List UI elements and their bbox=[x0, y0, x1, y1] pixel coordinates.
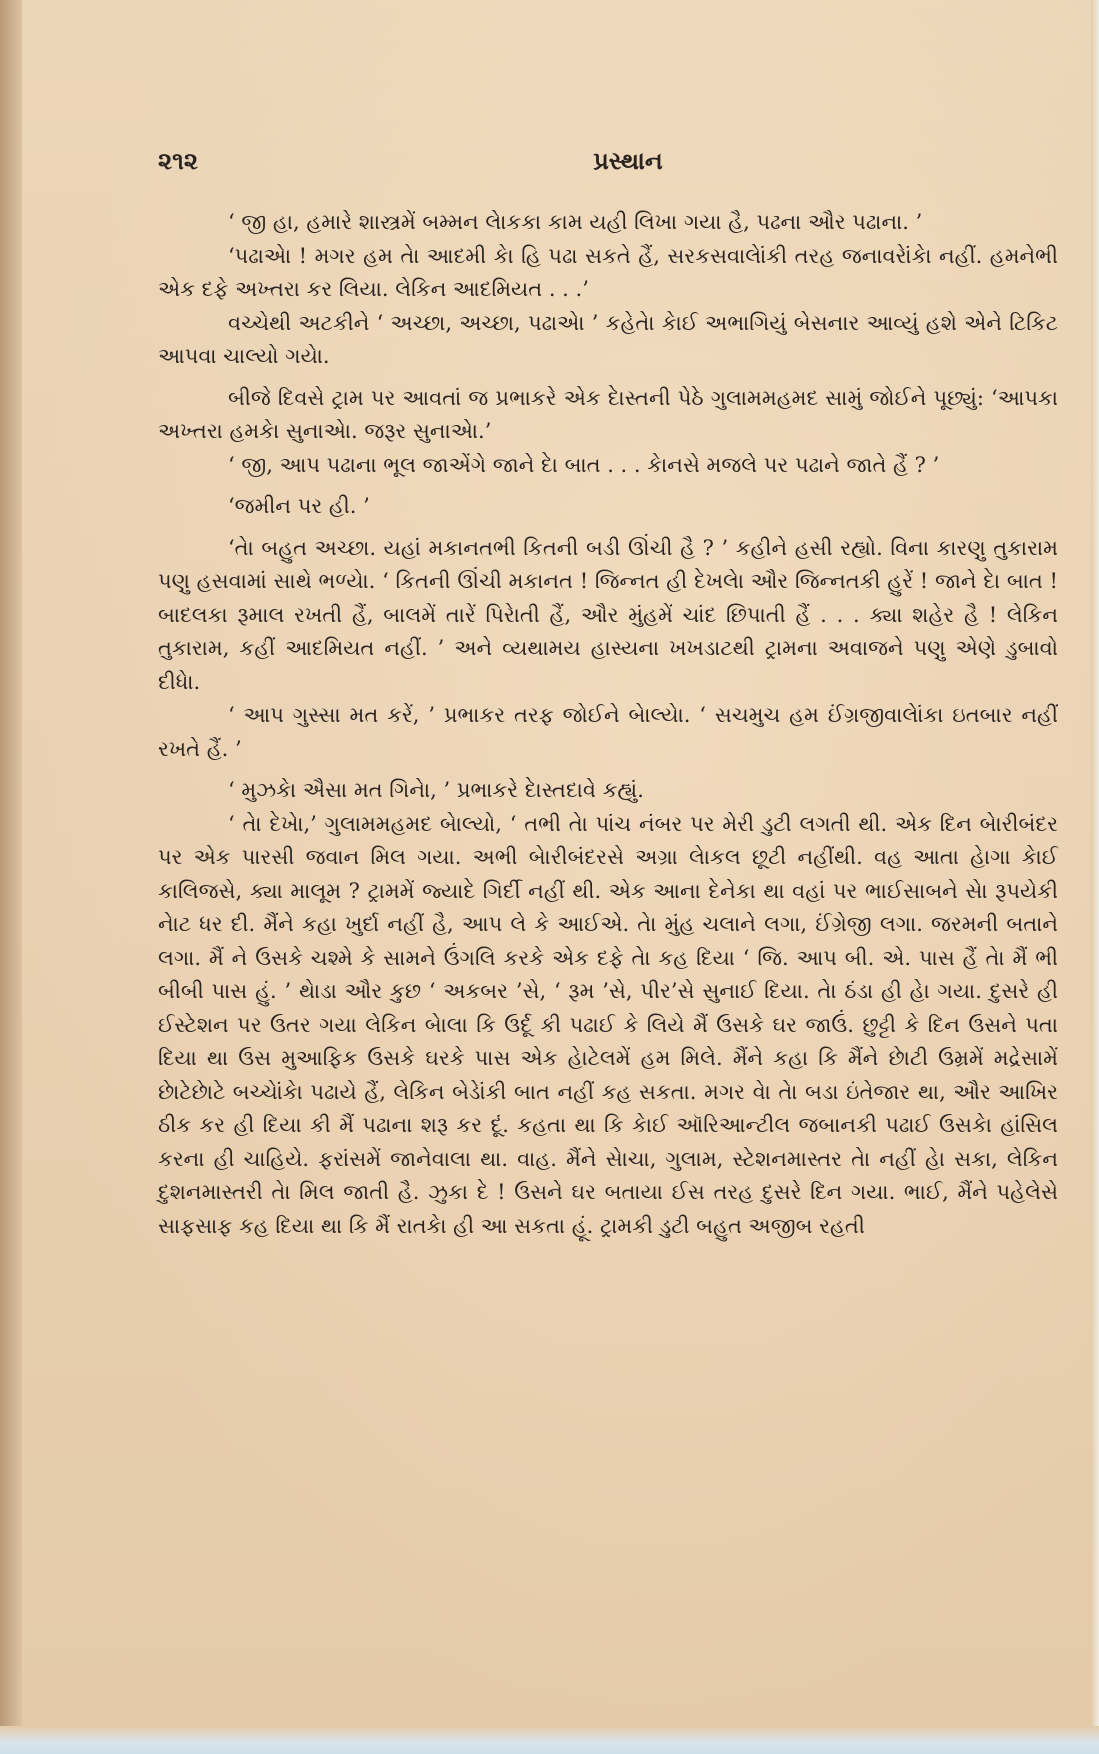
paragraph: ‘ મુઝકેા ઐસા મત ગિનેા, ’ પ્રભાકરે દેાસ્તદાવે કહ્યું. bbox=[228, 778, 644, 802]
paragraph: બીજે દિવસે ટ્રામ પર આવતાં જ પ્રભાકરે એક દેાસ્તની પેઠે ગુલામમહમદ સામું જોઈને પૂછ્યું: ‘આપકા અખ્તરા હમકેા સુનાએા. જરૂર સુનાએા.’ bbox=[158, 385, 1058, 443]
paragraph: ‘ જી, આપ પઢાના ભૂલ જાએંગે જાને દેા બાત . . . કેાનસે મજલે પર પઢાને જાતે હૈં ? ’ bbox=[228, 452, 940, 477]
running-title: પ્રસ્થાન bbox=[593, 146, 663, 175]
page-right-edge bbox=[1091, 0, 1099, 1754]
paragraph: વચ્ચેથી અટકીને ‘ અચ્છા, અચ્છા, પઢાએા ’ કહેતેા કેાઈ અભાગિયું બેસનાર આવ્યું હશે એને ટિકિટ આપવા ચાલ્યો ગયેા. bbox=[158, 310, 1058, 368]
paragraph: ‘પઢાએા ! મગર હમ તેા આદમી કેા હિ પઢા સકતે હૈં, સરકસવાલેાંકી તરહ જનાવરેાંકેા નહીં. હમનેભી એક દફે અખ્તરા કર લિયા. લેકિન આદમિયત . . .’ bbox=[158, 243, 1058, 301]
paragraph: ‘ તેા દેખેા,’ ગુલામમહમદ બેાલ્યો, ‘ તભી તેા પાંચ નંબર પર મેરી ડુટી લગતી થી. એક દિન બેારીબંદર પર એક પારસી જવાન મિલ ગયા. અભી બેારીબંદરસે અગ્રા લેાકલ છૂટી નહીંથી. વહ આતા હેાગા કેાઈ કાલિજસે, ક્યા માલૂમ ? ટ્રામમેં જ્યાદે ગિર્દી નહીં થી. એક આના દેનેકા થા વહાં પર ભાઈસાબને સેા રૂપયેકી નેાટ ધર દી. મૈંને કહા ખુર્દા નહીં હૈ, આપ લે કે આઈએ. તેા મુંહ ચલાને લગા, ઈંગ્રેજી લગા. જરમની બતાને લગા. મૈં ને ઉસકે ચશ્મે કે સામને ઉંગલિ કરકે એક દફે તેા કહ દિયા ‘ જિ. આપ બી. એ. પાસ હૈં તેા મૈં ભી બીબી પાસ હું. ’ થેાડા ઔર કુછ ‘ અકબર ’સે, ‘ રૂમ ’સે, પીર’સે સુનાઈ દિયા. તેા ઠંડા હી હેા ગયા. દુસરે હી ઈસ્ટેશન પર ઉતર ગયા લેકિન બેાલા કિ ઉર્દૂ કી પઢાઈ કે લિયે મૈં ઉસકે ઘર જાઉં. છુટ્ટી કે દિન ઉસને પતા દિયા થા ઉસ મુઆફિક ઉસકે ઘરકે પાસ એક હેાટેલમેં હમ મિલે. મૈંને કહા કિ મૈંને છેાટી ઉમ્રમેં મદ્રેસામેં છેાટેછેાટે બચ્ચેાંકેા પઢાયે હૈં, લેકિન બેડેાંકી બાત નહીં કહ સકતા. મગર વેા તેા બડા ઇંતેજાર થા, ઔર આખિર ઠીક કર હી દિયા કી મૈં પઢાના શરૂ કર દૂં. કહતા થા કિ કેાઈ ઑરિઆન્ટીલ જબાનકી પઢાઈ ઉસકેા હાંસિલ કરના હી ચાહિયે. ફરાંસમેં જાનેવાલા થા. વાહ. મૈંને સેાચા, ગુલામ, સ્ટેશનમાસ્તર તેા નહીં હેા સકા, લેકિન દુશનમાસ્તરી તેા મિલ જાતી હૈ. ઝુકા દે ! ઉસને ઘર બતાયા ઈસ તરહ દુસરે દિન ગયા. ભાઈ, મૈંને પહેલેસે સાફસાફ કહ દિયા થા કિ મૈં રાતકેા હી આ સકતા હૂં. ટ્રામકી ડુટી બહુત અજીબ રહતી bbox=[158, 811, 1058, 1238]
page-bottom-edge bbox=[0, 1726, 1099, 1754]
page-number: ૨૧૨ bbox=[158, 146, 198, 175]
paragraph: ‘તેા બહુત અચ્છા. યહાં મકાનતભી કિતની બડી ઊંચી હૈ ? ’ કહીને હસી રહ્યો. વિના કારણુ તુકારામ પણુ હસવામાં સાથે ભળ્યેા. ‘ કિતની ઊંચી મકાનત ! જિન્નત હી દેખલેા ઔર જિન્નતકી હુરેં ! જાને દેા બાત ! બાદલકા રૂમાલ રખતી હૈં, બાલમેં તારેં પિરેાતી હૈં, ઔર મુંહમેં ચાંદ છિપાતી હૈં . . . ક્યા શહેર હૈ ! લેકિન તુકારામ, કહીં આદમિયત નહીં. ’ અને વ્યથામય હાસ્યના ખખડાટથી ટ્રામના અવાજને પણુ એણે ડુબાવો દીધેા. bbox=[158, 535, 1058, 694]
page-header bbox=[158, 146, 1058, 180]
page-left-shadow bbox=[0, 0, 22, 1754]
paragraph: ‘જમીન પર હી. ’ bbox=[228, 494, 370, 518]
paragraph: ‘ આપ ગુસ્સા મત કરેં, ’ પ્રભાકર તરફ જોઈને બેાલ્યેા. ‘ સચમુચ હમ ઈંગ્રજીવાલેાંકા ઇતબાર નહીં રખતે હૈં. ’ bbox=[158, 703, 1058, 761]
body-text bbox=[158, 206, 1058, 1243]
paragraph: ‘ જી હા, હમારે શાસ્ત્રમેં બમ્મન લેાકકા કામ યહી લિખા ગયા હૈ, પઢના ઔર પઢાના. ’ bbox=[228, 210, 923, 234]
